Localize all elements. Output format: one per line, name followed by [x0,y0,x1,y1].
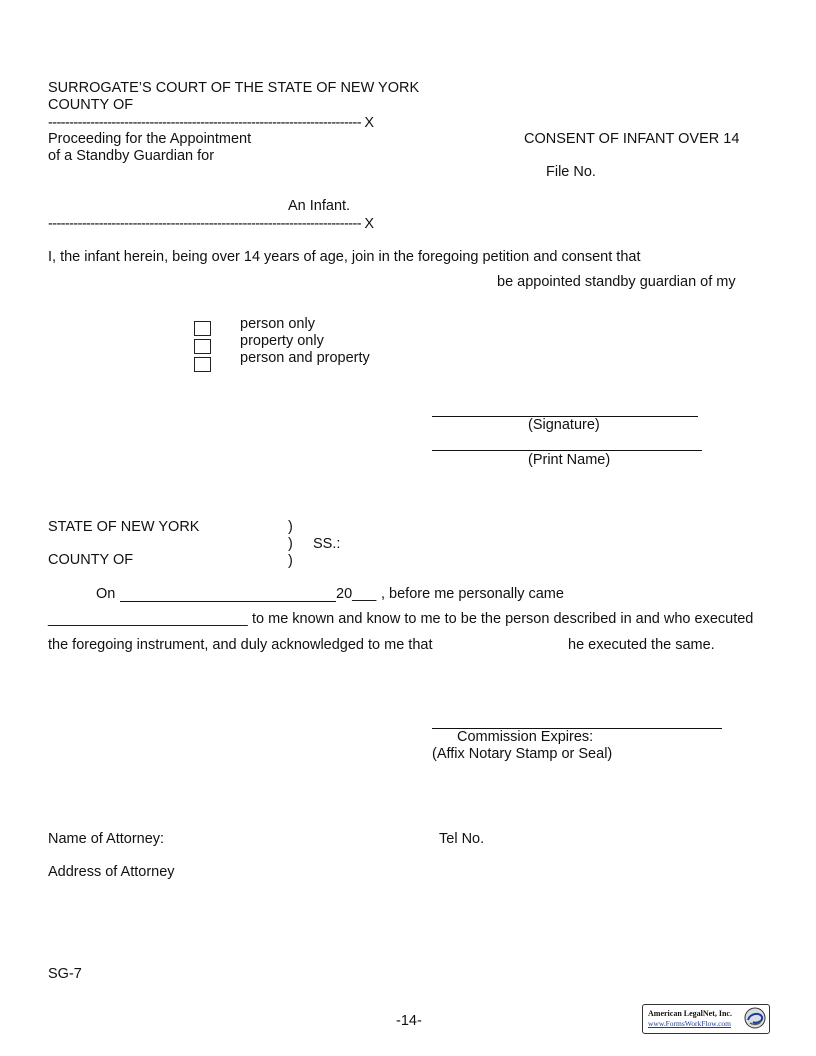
proceeding-line-1: Proceeding for the Appointment [48,131,252,147]
publisher-logo[interactable] [642,1004,770,1034]
ack-year: 20___ [336,586,377,602]
signature-label: (Signature) [528,417,600,433]
an-infant-label: An Infant. [288,198,351,214]
ack-before-me: , before me personally came [381,586,564,602]
property-only-checkbox[interactable] [194,339,211,354]
person-only-label: person only [240,316,315,332]
logo-company-name: American LegalNet, Inc. [648,1009,732,1018]
venue-state: STATE OF NEW YORK [48,519,200,535]
print-name-label: (Print Name) [528,452,611,468]
logo-website-link[interactable]: www.FormsWorkFlow.com [648,1019,732,1028]
globe-swirl-icon [744,1007,766,1029]
venue-county: COUNTY OF [48,552,134,568]
caption-divider-bottom: -------------------------------------------------------------------------- X [48,216,374,232]
venue-ss: SS.: [313,536,341,552]
property-only-label: property only [240,333,324,349]
ack-line-3-end: he executed the same. [568,637,715,653]
attorney-address-label: Address of Attorney [48,864,175,880]
page-number: -14- [396,1013,422,1029]
form-code: SG-7 [48,966,82,982]
person-only-checkbox[interactable] [194,321,211,336]
venue-paren-3: ) [288,553,293,569]
ack-name-blank[interactable]: __________________________ [48,611,248,627]
attorney-name-label: Name of Attorney: [48,831,165,847]
commission-expires-label: Commission Expires: [457,729,594,745]
court-heading: SURROGATE’S COURT OF THE STATE OF NEW YORK [48,80,420,96]
ack-date-blank[interactable] [120,601,336,602]
file-number-label: File No. [546,164,596,180]
caption-divider-top: -------------------------------------------------------------------------- X [48,115,374,131]
document-title: CONSENT OF INFANT OVER 14 [524,131,740,147]
print-name-line[interactable] [432,450,702,451]
notary-seal-label: (Affix Notary Stamp or Seal) [432,746,613,762]
consent-line-1: I, the infant herein, being over 14 years of age, join in the foregoing petition and consent that [48,249,641,265]
consent-line-2: be appointed standby guardian of my [497,274,736,290]
ack-line-3: the foregoing instrument, and duly acknowledged to me that [48,637,433,653]
telephone-label: Tel No. [439,831,485,847]
ack-on: On [96,586,116,602]
ack-line-2: to me known and know to me to be the person described in and who executed [252,611,754,627]
person-and-property-checkbox[interactable] [194,357,211,372]
county-heading: COUNTY OF [48,97,134,113]
venue-paren-1: ) [288,519,293,535]
venue-paren-2: ) [288,536,293,552]
proceeding-line-2: of a Standby Guardian for [48,148,215,164]
person-and-property-label: person and property [240,350,370,366]
